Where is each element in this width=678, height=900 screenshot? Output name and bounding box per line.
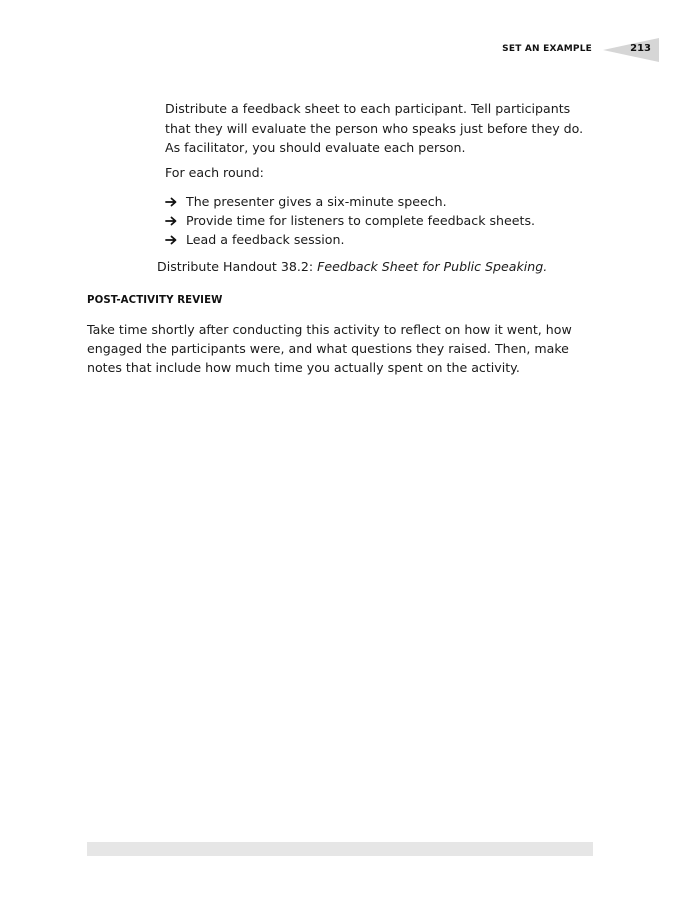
running-header (0, 42, 678, 62)
list-item (165, 230, 605, 249)
instruction-line: that they will evaluate the person who speaks just before they do. (165, 120, 584, 136)
review-paragraph: Take time shortly after conducting this activity to reflect on how it went, how engaged the participants were, and what questions they raised. Then, make notes that include how much time you actually spent on the activity. (87, 322, 572, 375)
arrow-right-icon (165, 197, 178, 207)
step-text: Provide time for listeners to complete feedback sheets. (186, 213, 536, 229)
instruction-line: Distribute a feedback sheet to each participant. Tell participants (165, 101, 571, 116)
arrow-right-icon (165, 216, 178, 226)
footer-bar (87, 842, 593, 856)
section-title: SET AN EXAMPLE (502, 44, 592, 54)
handout-title: Feedback Sheet for Public Speaking. (317, 259, 548, 274)
section-heading: POST-ACTIVITY REVIEW (87, 295, 223, 306)
step-text: Lead a feedback session. (186, 232, 345, 248)
list-item (165, 192, 605, 211)
list-item (165, 211, 605, 230)
handout-instruction (157, 257, 607, 276)
instruction-paragraph (165, 99, 605, 158)
step-text: The presenter gives a six-minute speech. (186, 194, 447, 209)
round-label: For each round: (165, 165, 264, 180)
handout-prefix: Distribute Handout 38.2: (157, 259, 318, 274)
page-number: 213 (630, 43, 651, 54)
arrow-right-icon (165, 235, 178, 245)
instruction-line: As facilitator, you should evaluate each person. (165, 140, 466, 155)
round-steps-list (165, 192, 605, 250)
